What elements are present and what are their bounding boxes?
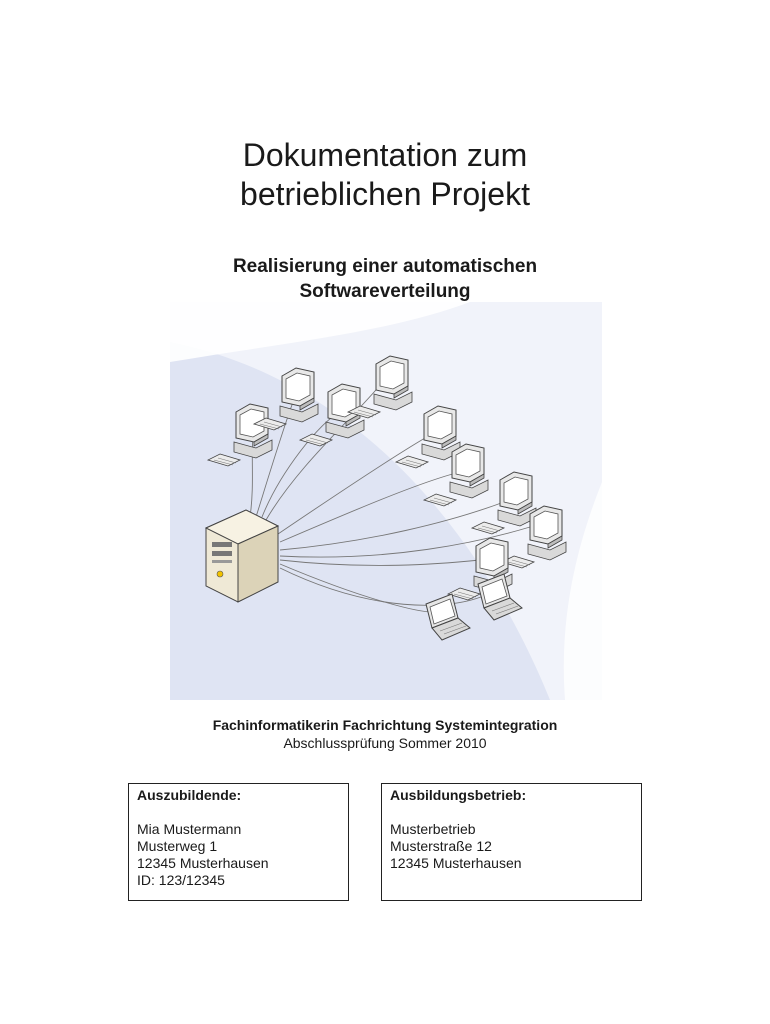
- title-line-1: Dokumentation zum: [242, 137, 528, 174]
- company-city: 12345 Musterhausen: [390, 855, 522, 871]
- trainee-id: ID: 123/12345: [137, 872, 225, 888]
- exam-title: Abschlussprüfung Sommer 2010: [283, 735, 487, 751]
- qualification-info: [0, 716, 770, 752]
- trainee-name: Mia Mustermann: [137, 821, 242, 837]
- company-heading: Ausbildungsbetrieb:: [390, 787, 527, 803]
- company-street: Musterstraße 12: [390, 838, 492, 854]
- company-box: [381, 783, 642, 901]
- career-title: Fachinformatikerin Fachrichtung Systemintegration: [212, 717, 558, 733]
- network-distribution-illustration: [170, 302, 602, 700]
- subtitle-line-2: Softwareverteilung: [299, 280, 471, 302]
- trainee-street: Musterweg 1: [137, 838, 218, 854]
- company-name: Musterbetrieb: [390, 821, 476, 837]
- trainee-city: 12345 Musterhausen: [137, 855, 269, 871]
- trainee-heading: Auszubildende:: [137, 787, 242, 803]
- subtitle-line-1: Realisierung einer automatischen: [232, 255, 538, 277]
- title-line-2: betrieblichen Projekt: [240, 176, 530, 213]
- document-title: [0, 136, 770, 214]
- trainee-box: [128, 783, 349, 901]
- project-subtitle: [0, 254, 770, 304]
